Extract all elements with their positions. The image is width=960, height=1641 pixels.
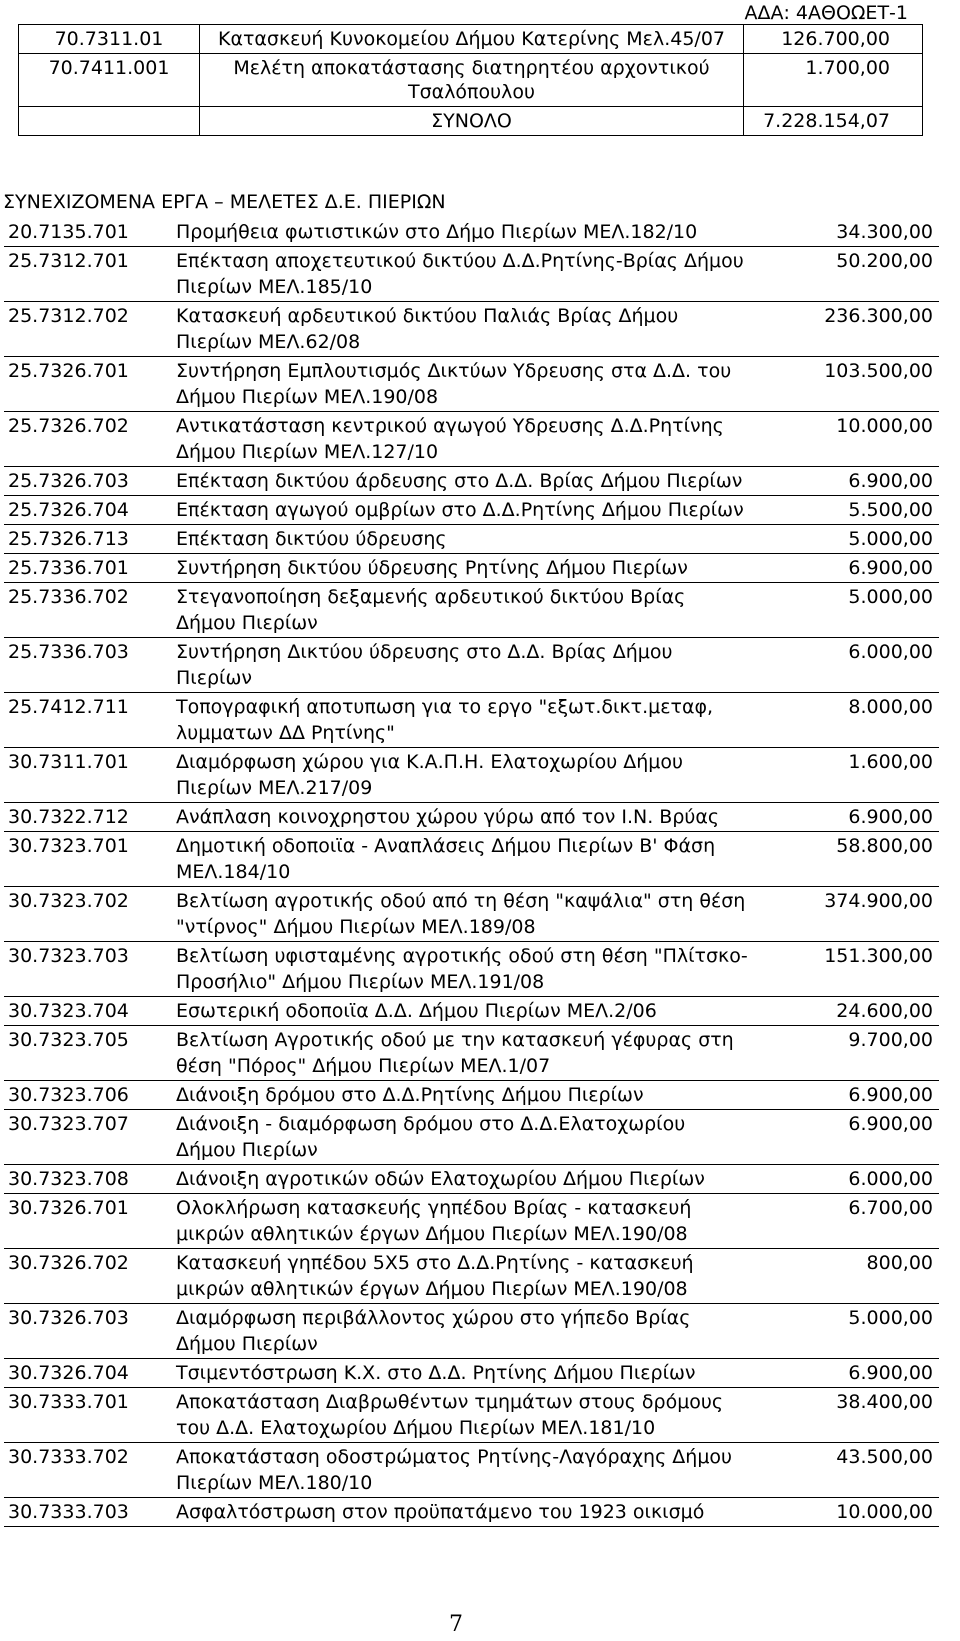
row-description: Αποκατάσταση οδοστρώματος Ρητίνης-Λαγόραχης Δήμου Πιερίων ΜΕΛ.180/10 [172,1443,754,1498]
table-row [4,1304,939,1359]
table-row [4,942,939,997]
table-row [4,525,939,554]
row-amount: 1.600,00 [754,748,939,803]
table-row [4,554,939,583]
table-row [4,1388,939,1443]
row-amount: 5.000,00 [754,1304,939,1359]
row-description: Συντήρηση Εμπλουτισμός Δικτύων Υδρευσης στα Δ.Δ. του Δήμου Πιερίων ΜΕΛ.190/08 [172,357,754,412]
row-description: Αντικατάσταση κεντρικού αγωγού Υδρευσης Δ.Δ.Ρητίνης Δήμου Πιερίων ΜΕΛ.127/10 [172,412,754,467]
row-amount: 236.300,00 [754,302,939,357]
row-amount: 374.900,00 [754,887,939,942]
row-code: 30.7323.706 [4,1081,172,1110]
table-row [4,803,939,832]
row-description: Διάνοιξη δρόμου στο Δ.Δ.Ρητίνης Δήμου Πιερίων [172,1081,754,1110]
row-code: 30.7333.703 [4,1498,172,1527]
row-amount: 126.700,00 [744,25,923,54]
row-code: 70.7311.01 [19,25,200,54]
row-amount: 50.200,00 [754,247,939,302]
row-code: 25.7312.701 [4,247,172,302]
table-row [4,247,939,302]
row-code: 30.7323.707 [4,1110,172,1165]
row-description: Επέκταση αποχετευτικού δικτύου Δ.Δ.Ρητίνης-Βρίας Δήμου Πιερίων ΜΕΛ.185/10 [172,247,754,302]
row-code: 30.7326.703 [4,1304,172,1359]
row-description: Τοπογραφική αποτυπωση για το εργο "εξωτ.δικτ.μεταφ, λυμματων ΔΔ Ρητίνης" [172,693,754,748]
row-code: 30.7333.701 [4,1388,172,1443]
table-row [4,887,939,942]
table-row [4,412,939,467]
table-row [4,1110,939,1165]
table-row [4,1165,939,1194]
row-code: 30.7323.701 [4,832,172,887]
total-row [19,107,923,136]
row-amount: 34.300,00 [754,218,939,247]
table-row [19,54,923,107]
row-description: Μελέτη αποκατάστασης διατηρητέου αρχοντικού Τσαλόπουλου [200,54,744,107]
row-description: Ανάπλαση κοινοχρηστου χώρου γύρω από τον Ι.Ν. Βρύας [172,803,754,832]
row-amount: 151.300,00 [754,942,939,997]
table-row [19,25,923,54]
table-row [4,748,939,803]
row-description: Συντήρηση δικτύου ύδρευσης Ρητίνης Δήμου Πιερίων [172,554,754,583]
row-amount: 1.700,00 [744,54,923,107]
row-code: 30.7326.704 [4,1359,172,1388]
row-amount: 10.000,00 [754,1498,939,1527]
table-row [4,693,939,748]
table-row [4,467,939,496]
table-row [4,1249,939,1304]
row-description: Διάνοιξη - διαμόρφωση δρόμου στο Δ.Δ.Ελατοχωρίου Δήμου Πιερίων [172,1110,754,1165]
table-row [4,638,939,693]
row-code: 30.7326.701 [4,1194,172,1249]
row-code: 70.7411.001 [19,54,200,107]
table-row [4,832,939,887]
table-row [4,1194,939,1249]
row-code: 30.7323.708 [4,1165,172,1194]
row-amount: 8.000,00 [754,693,939,748]
table-row [4,496,939,525]
row-amount: 5.000,00 [754,525,939,554]
row-code: 25.7336.701 [4,554,172,583]
row-amount: 38.400,00 [754,1388,939,1443]
total-amount: 7.228.154,07 [744,107,923,136]
row-code: 25.7336.703 [4,638,172,693]
row-code: 30.7323.703 [4,942,172,997]
table-row [4,218,939,247]
row-amount: 6.900,00 [754,1081,939,1110]
row-code: 25.7336.702 [4,583,172,638]
row-code: 30.7326.702 [4,1249,172,1304]
row-description: Κατασκευή Κυνοκομείου Δήμου Κατερίνης Μελ.45/07 [200,25,744,54]
row-code: 25.7326.702 [4,412,172,467]
row-amount: 103.500,00 [754,357,939,412]
top-table [18,24,923,136]
row-description: Επέκταση αγωγού ομβρίων στο Δ.Δ.Ρητίνης Δήμου Πιερίων [172,496,754,525]
row-code: 30.7311.701 [4,748,172,803]
row-amount: 6.900,00 [754,1359,939,1388]
row-code: 25.7326.713 [4,525,172,554]
row-description: Εσωτερική οδοποιϊα Δ.Δ. Δήμου Πιερίων ΜΕΛ.2/06 [172,997,754,1026]
total-label: ΣΥΝΟΛΟ [200,107,744,136]
row-description: Συντήρηση Δικτύου ύδρευσης στο Δ.Δ. Βρίας Δήμου Πιερίων [172,638,754,693]
row-code: 25.7412.711 [4,693,172,748]
row-description: Ασφαλτόστρωση στον προϋπατάμενο του 1923 οικισμό [172,1498,754,1527]
table-row [4,357,939,412]
table-row [4,1081,939,1110]
row-code: 30.7323.705 [4,1026,172,1081]
row-amount: 6.900,00 [754,803,939,832]
row-code: 25.7326.703 [4,467,172,496]
table-row [4,1359,939,1388]
row-description: Επέκταση δικτύου άρδευσης στο Δ.Δ. Βρίας Δήμου Πιερίων [172,467,754,496]
row-description: Διαμόρφωση περιβάλλοντος χώρου στο γήπεδο Βρίας Δήμου Πιερίων [172,1304,754,1359]
section-title: ΣΥΝΕΧΙΖΟΜΕΝΑ ΕΡΓΑ – ΜΕΛΕΤΕΣ Δ.Ε. ΠΙΕΡΙΩΝ [3,191,446,213]
row-description: Διάνοιξη αγροτικών οδών Ελατοχωρίου Δήμου Πιερίων [172,1165,754,1194]
row-description: Κατασκευή αρδευτικού δικτύου Παλιάς Βρίας Δήμου Πιερίων ΜΕΛ.62/08 [172,302,754,357]
row-code: 25.7326.701 [4,357,172,412]
main-table [4,218,939,1527]
row-code: 25.7326.704 [4,496,172,525]
row-description: Βελτίωση Αγροτικής οδού με την κατασκευή γέφυρας στη θέση "Πόρος" Δήμου Πιερίων ΜΕΛ.1/07 [172,1026,754,1081]
table-row [4,997,939,1026]
row-amount: 58.800,00 [754,832,939,887]
ada-code: ΑΔΑ: 4ΑΘΟΩΕΤ-1 [744,2,908,24]
row-description: Βελτίωση υφισταμένης αγροτικής οδού στη θέση "Πλίτσκο-Προσήλιο" Δήμου Πιερίων ΜΕΛ.191/08 [172,942,754,997]
row-description: Στεγανοποίηση δεξαμενής αρδευτικού δικτύου Βρίας Δήμου Πιερίων [172,583,754,638]
table-row [4,302,939,357]
empty-cell [19,107,200,136]
row-description: Δημοτική οδοποιϊα - Αναπλάσεις Δήμου Πιερίων Β' Φάση ΜΕΛ.184/10 [172,832,754,887]
row-amount: 24.600,00 [754,997,939,1026]
row-amount: 10.000,00 [754,412,939,467]
row-amount: 6.700,00 [754,1194,939,1249]
table-row [4,1498,939,1527]
row-description: Ολοκλήρωση κατασκευής γηπέδου Βρίας - κατασκευή μικρών αθλητικών έργων Δήμου Πιερίων ΜΕΛ.190/08 [172,1194,754,1249]
row-code: 20.7135.701 [4,218,172,247]
row-amount: 6.900,00 [754,467,939,496]
row-description: Επέκταση δικτύου ύδρευσης [172,525,754,554]
row-amount: 6.000,00 [754,638,939,693]
row-amount: 43.500,00 [754,1443,939,1498]
table-row [4,583,939,638]
row-amount: 5.500,00 [754,496,939,525]
row-description: Προμήθεια φωτιστικών στο Δήμο Πιερίων ΜΕΛ.182/10 [172,218,754,247]
row-amount: 9.700,00 [754,1026,939,1081]
row-code: 30.7322.712 [4,803,172,832]
row-amount: 800,00 [754,1249,939,1304]
row-description: Αποκατάσταση Διαβρωθέντων τμημάτων στους δρόμους του Δ.Δ. Ελατοχωρίου Δήμου Πιερίων ΜΕΛ.181/10 [172,1388,754,1443]
row-code: 30.7323.702 [4,887,172,942]
row-code: 30.7323.704 [4,997,172,1026]
row-description: Βελτίωση αγροτικής οδού από τη θέση "καψάλια" στη θέση "ντίρνος" Δήμου Πιερίων ΜΕΛ.189/08 [172,887,754,942]
row-amount: 6.900,00 [754,554,939,583]
row-code: 30.7333.702 [4,1443,172,1498]
table-row [4,1443,939,1498]
row-amount: 6.900,00 [754,1110,939,1165]
row-code: 25.7312.702 [4,302,172,357]
row-amount: 6.000,00 [754,1165,939,1194]
row-description: Διαμόρφωση χώρου για Κ.Α.Π.Η. Ελατοχωρίου Δήμου Πιερίων ΜΕΛ.217/09 [172,748,754,803]
page-number: 7 [449,1612,463,1637]
row-amount: 5.000,00 [754,583,939,638]
row-description: Τσιμεντόστρωση Κ.Χ. στο Δ.Δ. Ρητίνης Δήμου Πιερίων [172,1359,754,1388]
table-row [4,1026,939,1081]
row-description: Κατασκευή γηπέδου 5Χ5 στο Δ.Δ.Ρητίνης - κατασκευή μικρών αθλητικών έργων Δήμου Πιερίων ΜΕΛ.190/08 [172,1249,754,1304]
